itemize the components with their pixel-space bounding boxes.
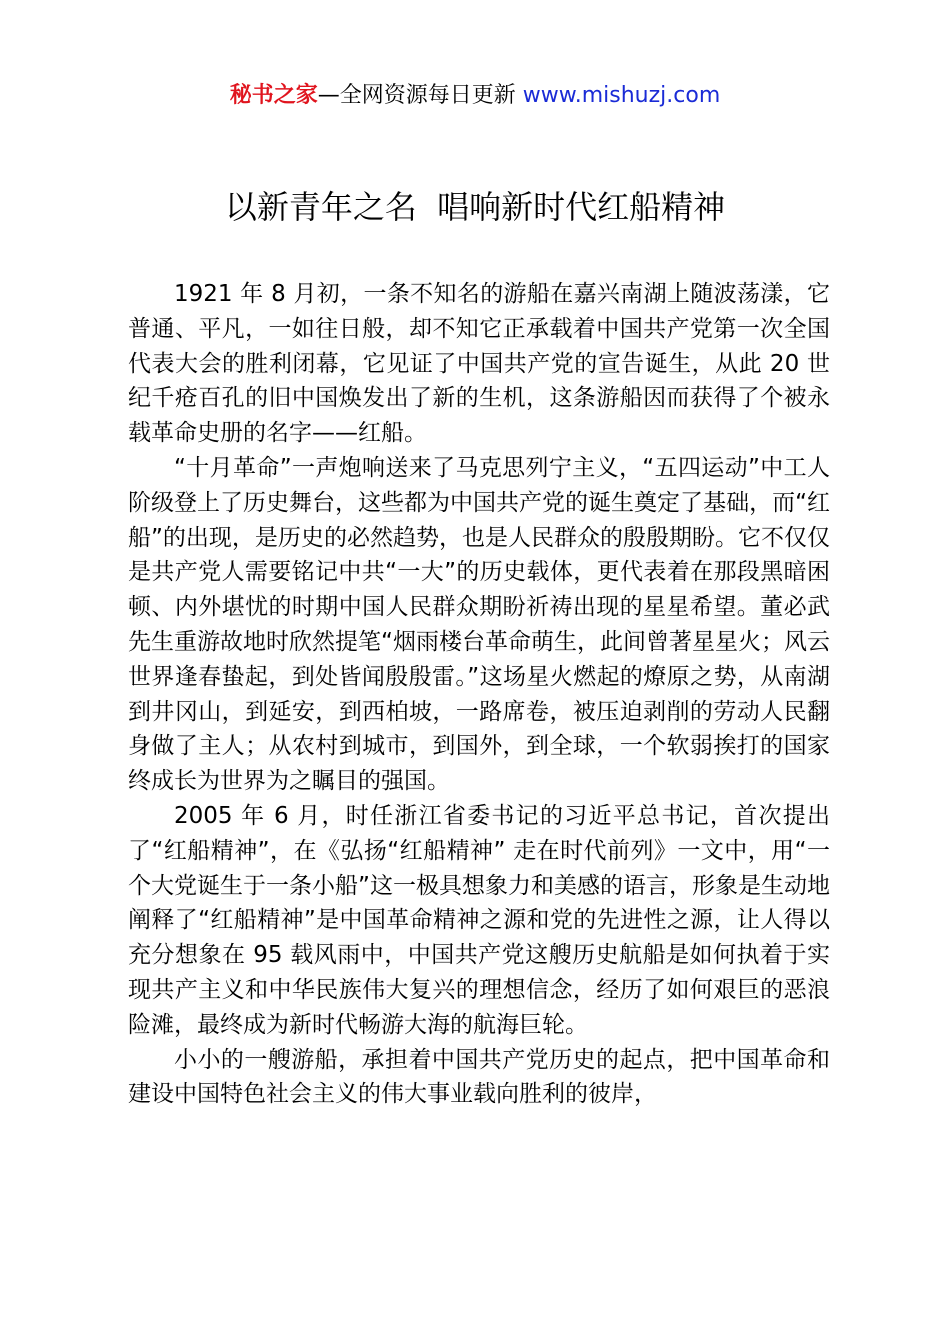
site-banner bbox=[0, 80, 950, 112]
document-title: 以新青年之名 唱响新时代红船精神 bbox=[224, 188, 726, 226]
site-url-link[interactable]: www.mishuzj.com bbox=[522, 83, 721, 108]
paragraph-4: 小小的一艘游船，承担着中国共产党历史的起点，把中国革命和建设中国特色社会主义的伟大事业载向胜利的彼岸， bbox=[128, 1046, 830, 1108]
banner-tagline: —全网资源每日更新 bbox=[317, 83, 523, 108]
paragraph-3: 2005 年 6 月，时任浙江省委书记的习近平总书记，首次提出了“红船精神”，在《弘扬“红船精神” 走在时代前列》一文中，用“一个大党诞生于一条小船”这一极具想象力和美感的语言，形象是生动地阐释了“红船精神”是中国革命精神之源和党的先进性之源，让人得以充分想象在 95 载风雨中，中国共产党这艘历史航船是如何执着于实现共产主义和中华民族伟大复兴的理想信念，经历了如何艰巨的恶浪险滩，最终成为新时代畅游大海的航海巨轮。 bbox=[128, 802, 830, 1038]
paragraph-2: “十月革命”一声炮响送来了马克思列宁主义，“五四运动”中工人阶级登上了历史舞台，这些都为中国共产党的诞生奠定了基础，而“红船”的出现，是历史的必然趋势，也是人民群众的殷殷期盼。它不仅仅是共产党人需要铭记中共“一大”的历史载体，更代表着在那段黑暗困顿、内外堪忧的时期中国人民群众期盼祈祷出现的星星希望。董必武先生重游故地时欣然提笔“烟雨楼台革命萌生，此间曾著星星火；风云世界逢春蛰起，到处皆闻殷殷雷。”这场星火燃起的燎原之势，从南湖到井冈山，到延安，到西柏坡，一路席卷，被压迫剥削的劳动人民翻身做了主人；从农村到城市，到国外，到全球，一个软弱挨打的国家终成长为世界为之瞩目的强国。 bbox=[128, 454, 830, 795]
paragraph-1: 1921 年 8 月初，一条不知名的游船在嘉兴南湖上随波荡漾，它普通、平凡，一如往日般，却不知它正承载着中国共产党第一次全国代表大会的胜利闭幕，它见证了中国共产党的宣告诞生，从此 20 世纪千疮百孔的旧中国焕发出了新的生机，这条游船因而获得了个被永载革命史册的名字——红船。 bbox=[128, 281, 830, 447]
document-body bbox=[128, 277, 830, 1112]
brand-name: 秘书之家 bbox=[229, 83, 318, 108]
